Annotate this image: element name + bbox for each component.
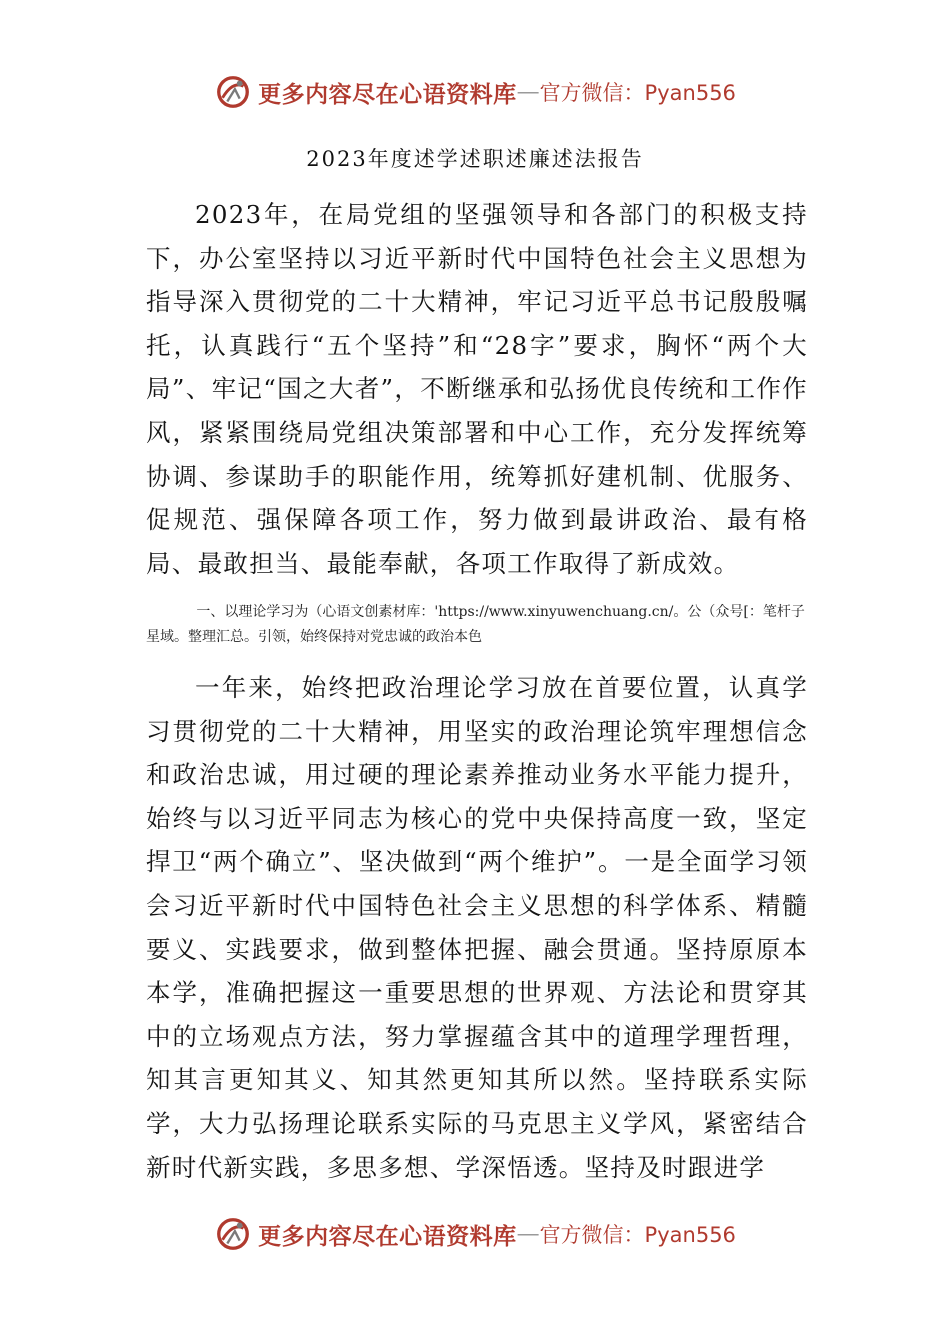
header-watermark-banner: [0, 70, 950, 114]
banner-separator: —: [516, 79, 540, 105]
banner-separator: —: [516, 1221, 540, 1247]
footer-watermark-banner: [0, 1212, 950, 1256]
section-heading: 一、以理论学习为（心语文创素材库：'https://www.xinyuwenchuang.cn/。公（众号[：笔杆子星域。整理汇总。引领，始终保持对党忠诚的政治本色: [146, 604, 805, 645]
banner-contact-text: 官方微信：Pyan556: [539, 1223, 736, 1247]
banner-contact-text: 官方微信：Pyan556: [539, 81, 736, 105]
banner-brand-text: 更多内容尽在心语资料库: [258, 1222, 517, 1250]
body-paragraph: 2023年，在局党组的坚强领导和各部门的积极支持下，办公室坚持以习近平新时代中国特色社会主义思想为指导深入贯彻党的二十大精神，牢记习近平总书记殷殷嘱托，认真践行“五个坚持”和“28字”要求，胸怀“两个大局”、牢记“国之大者”，不断继承和弘扬优良传统和工作作风，紧紧围绕局党组决策部署和中心工作，充分发挥统筹协调、参谋助手的职能作用，统筹抓好建机制、优服务、促规范、强保障各项工作，努力做到最讲政治、最有格局、最敢担当、最能奉献，各项工作取得了新成效。: [146, 200, 808, 578]
brand-logo-icon: [214, 73, 252, 111]
body-paragraph: 一年来，始终把政治理论学习放在首要位置，认真学习贯彻党的二十大精神，用坚实的政治理论筑牢理想信念和政治忠诚，用过硬的理论素养推动业务水平能力提升，始终与以习近平同志为核心的党中央保持高度一致，坚定捍卫“两个确立”、坚决做到“两个维护”。一是全面学习领会习近平新时代中国特色社会主义思想的科学体系、精髓要义、实践要求，做到整体把握、融会贯通。坚持原原本本学，准确把握这一重要思想的世界观、方法论和贯穿其中的立场观点方法，努力掌握蕴含其中的道理学理哲理，知其言更知其义、知其然更知其所以然。坚持联系实际学，大力弘扬理论联系实际的马克思主义学风，紧密结合新时代新实践，多思多想、学深悟透。坚持及时跟进学: [146, 673, 808, 1182]
brand-logo-icon: [214, 1215, 252, 1253]
document-title: 2023年度述学述职述廉述法报告: [306, 147, 644, 171]
banner-brand-text: 更多内容尽在心语资料库: [258, 80, 517, 108]
